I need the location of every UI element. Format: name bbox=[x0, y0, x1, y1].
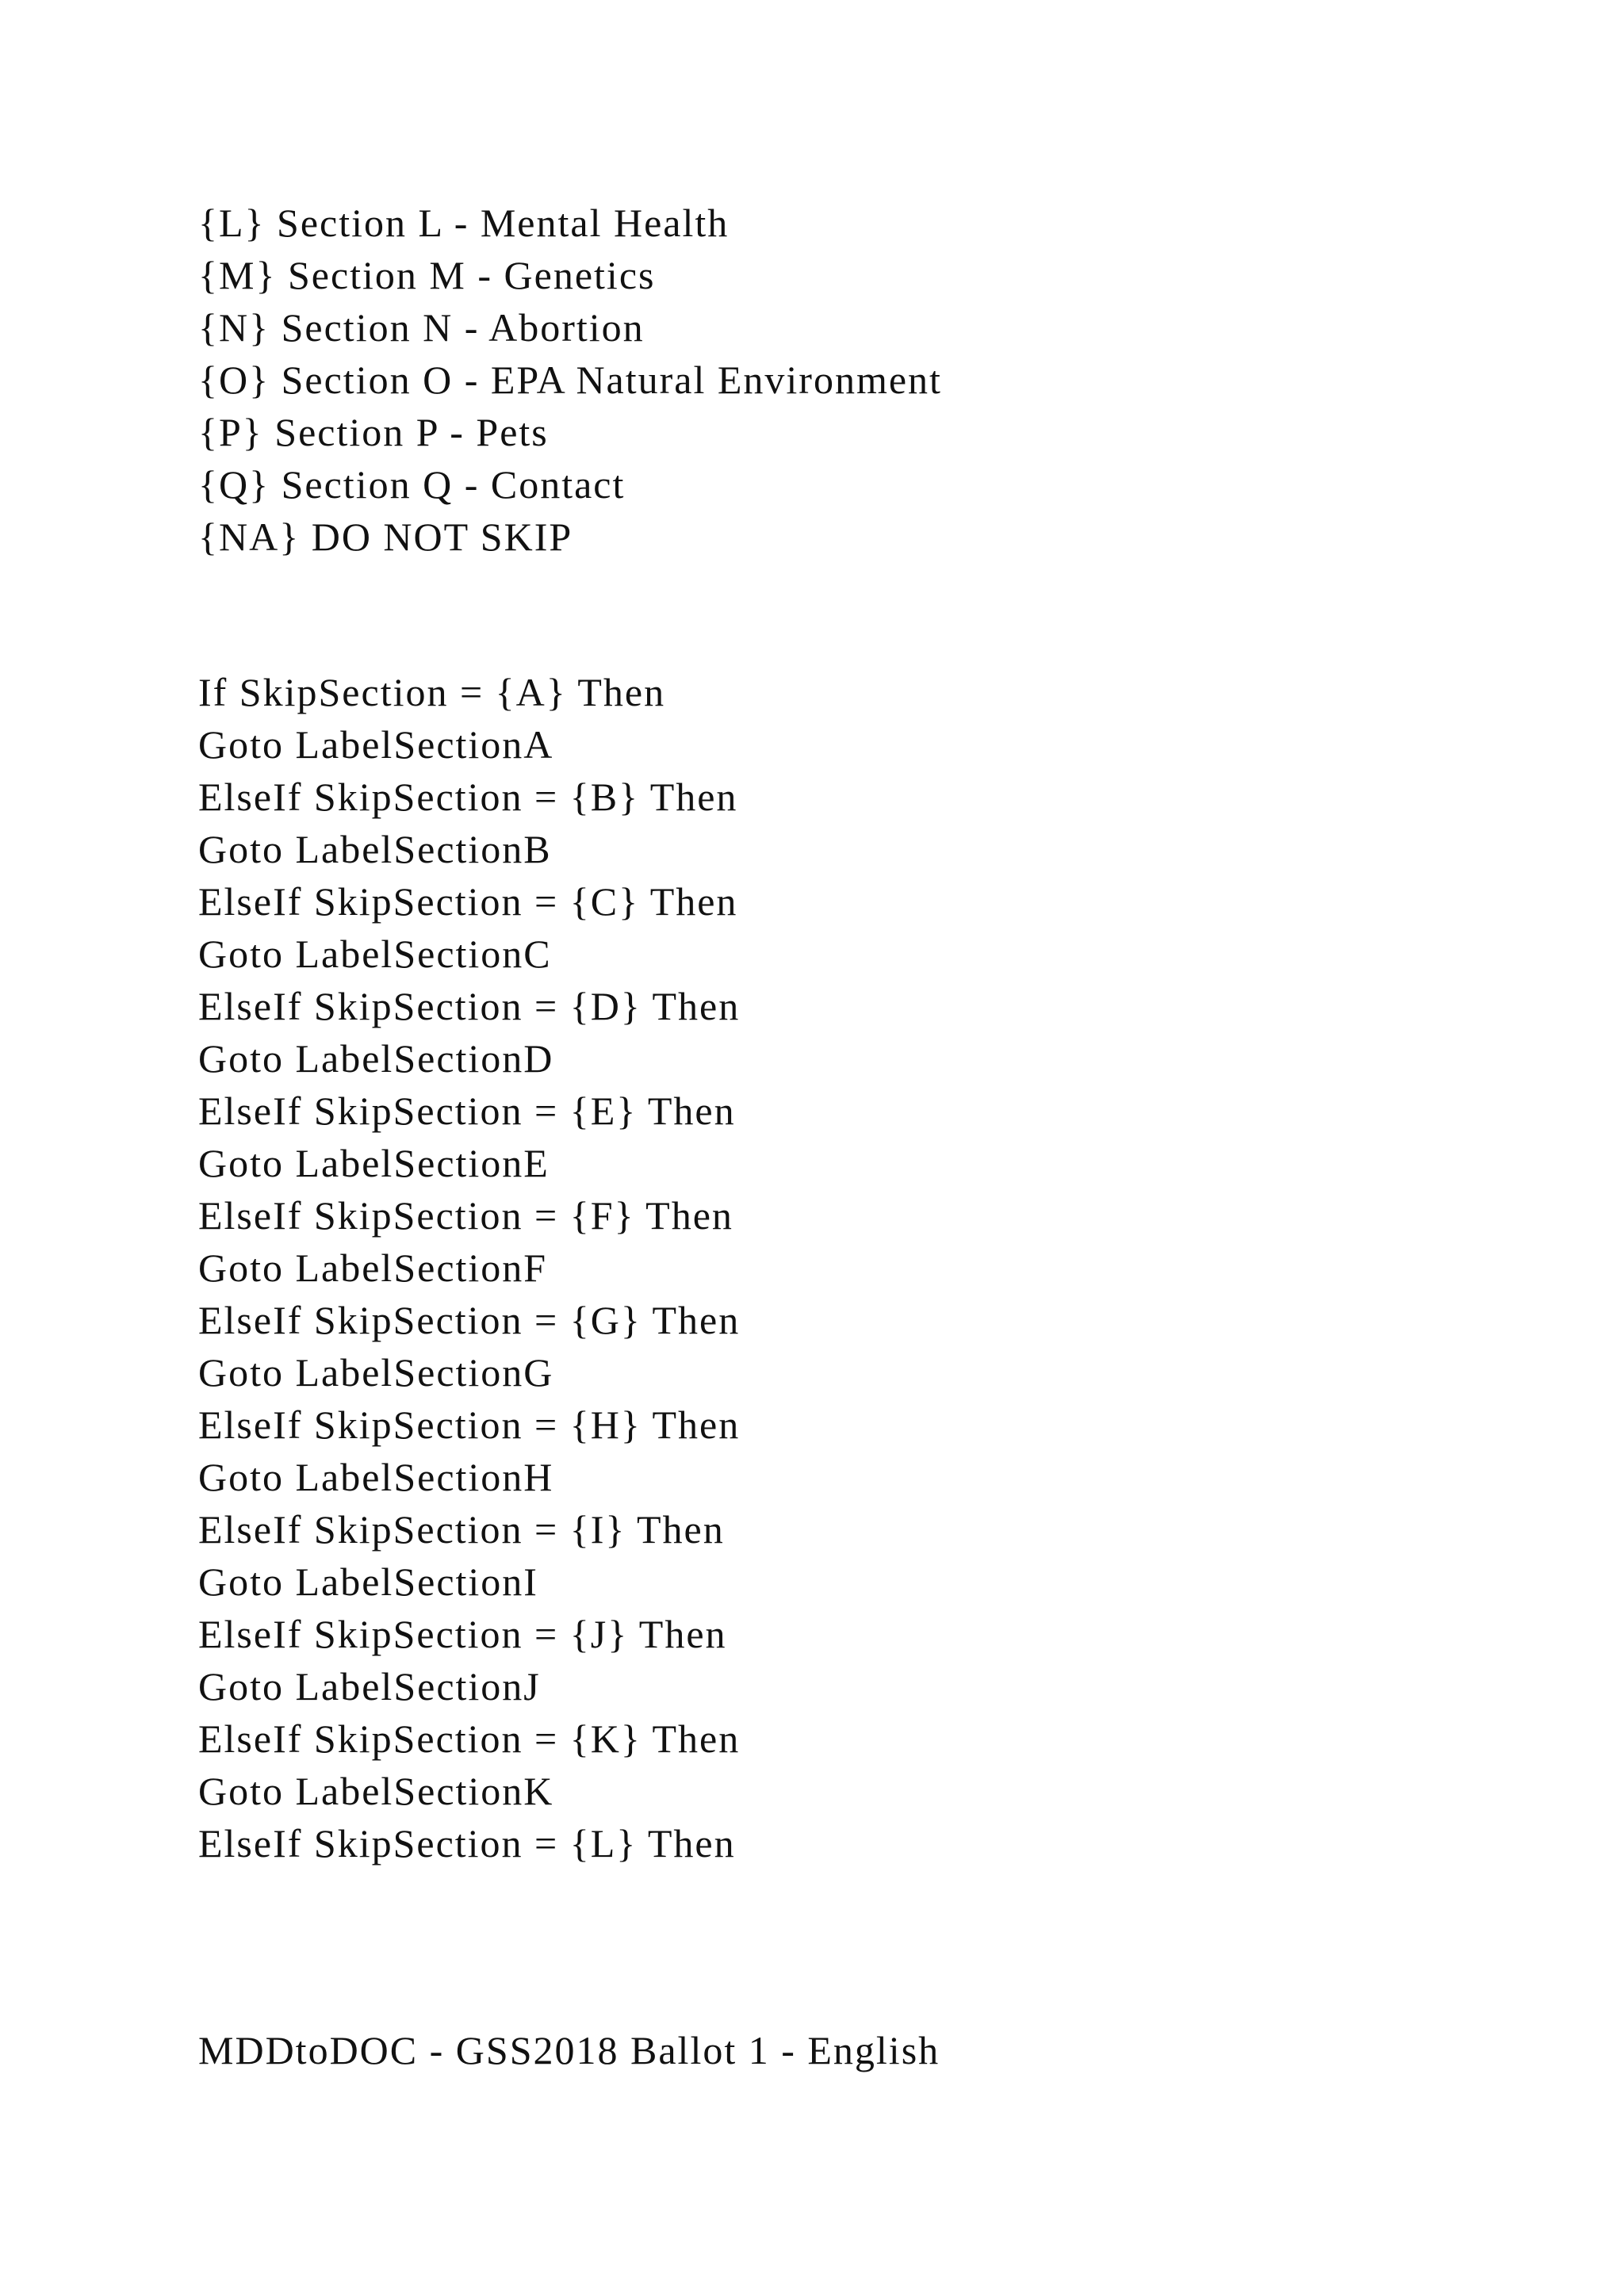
skip-logic-line: Goto LabelSectionD bbox=[198, 1036, 554, 1081]
skip-logic-line: Goto LabelSectionF bbox=[198, 1246, 548, 1290]
skip-logic-line: If SkipSection = {A} Then bbox=[198, 670, 666, 714]
skip-logic-line: ElseIf SkipSection = {G} Then bbox=[198, 1298, 741, 1342]
section-list-item: {M} Section M - Genetics bbox=[198, 253, 656, 297]
skip-logic-line: ElseIf SkipSection = {D} Then bbox=[198, 984, 741, 1028]
skip-logic-line: Goto LabelSectionK bbox=[198, 1769, 554, 1813]
skip-logic-line: ElseIf SkipSection = {F} Then bbox=[198, 1193, 733, 1238]
skip-logic-line: ElseIf SkipSection = {C} Then bbox=[198, 879, 738, 924]
skip-logic-line: ElseIf SkipSection = {I} Then bbox=[198, 1507, 725, 1552]
page-footer bbox=[198, 2024, 940, 2076]
section-list-item: {Q} Section Q - Contact bbox=[198, 462, 626, 507]
section-list-item: {L} Section L - Mental Health bbox=[198, 201, 730, 245]
skip-logic-line: Goto LabelSectionJ bbox=[198, 1664, 541, 1709]
section-list-item: {O} Section O - EPA Natural Environment bbox=[198, 358, 942, 402]
section-list-item: {P} Section P - Pets bbox=[198, 410, 549, 454]
section-list bbox=[198, 197, 942, 563]
skip-logic-line: ElseIf SkipSection = {K} Then bbox=[198, 1716, 741, 1761]
section-list-item: {N} Section N - Abortion bbox=[198, 305, 645, 350]
skip-logic-line: ElseIf SkipSection = {J} Then bbox=[198, 1612, 727, 1656]
skip-logic-line: Goto LabelSectionH bbox=[198, 1455, 554, 1499]
skip-logic-line: ElseIf SkipSection = {H} Then bbox=[198, 1402, 741, 1447]
skip-logic-line: Goto LabelSectionC bbox=[198, 932, 552, 976]
skip-logic-line: ElseIf SkipSection = {B} Then bbox=[198, 775, 738, 819]
skip-logic-block bbox=[198, 666, 740, 1869]
skip-logic-line: Goto LabelSectionA bbox=[198, 722, 554, 767]
section-list-item: {NA} DO NOT SKIP bbox=[198, 515, 573, 559]
skip-logic-line: Goto LabelSectionI bbox=[198, 1559, 538, 1604]
skip-logic-line: ElseIf SkipSection = {L} Then bbox=[198, 1821, 736, 1866]
skip-logic-line: Goto LabelSectionE bbox=[198, 1141, 550, 1185]
skip-logic-line: ElseIf SkipSection = {E} Then bbox=[198, 1089, 736, 1133]
skip-logic-line: Goto LabelSectionB bbox=[198, 827, 552, 871]
skip-logic-line: Goto LabelSectionG bbox=[198, 1350, 554, 1395]
footer-text: MDDtoDOC - GSS2018 Ballot 1 - English bbox=[198, 2028, 940, 2072]
